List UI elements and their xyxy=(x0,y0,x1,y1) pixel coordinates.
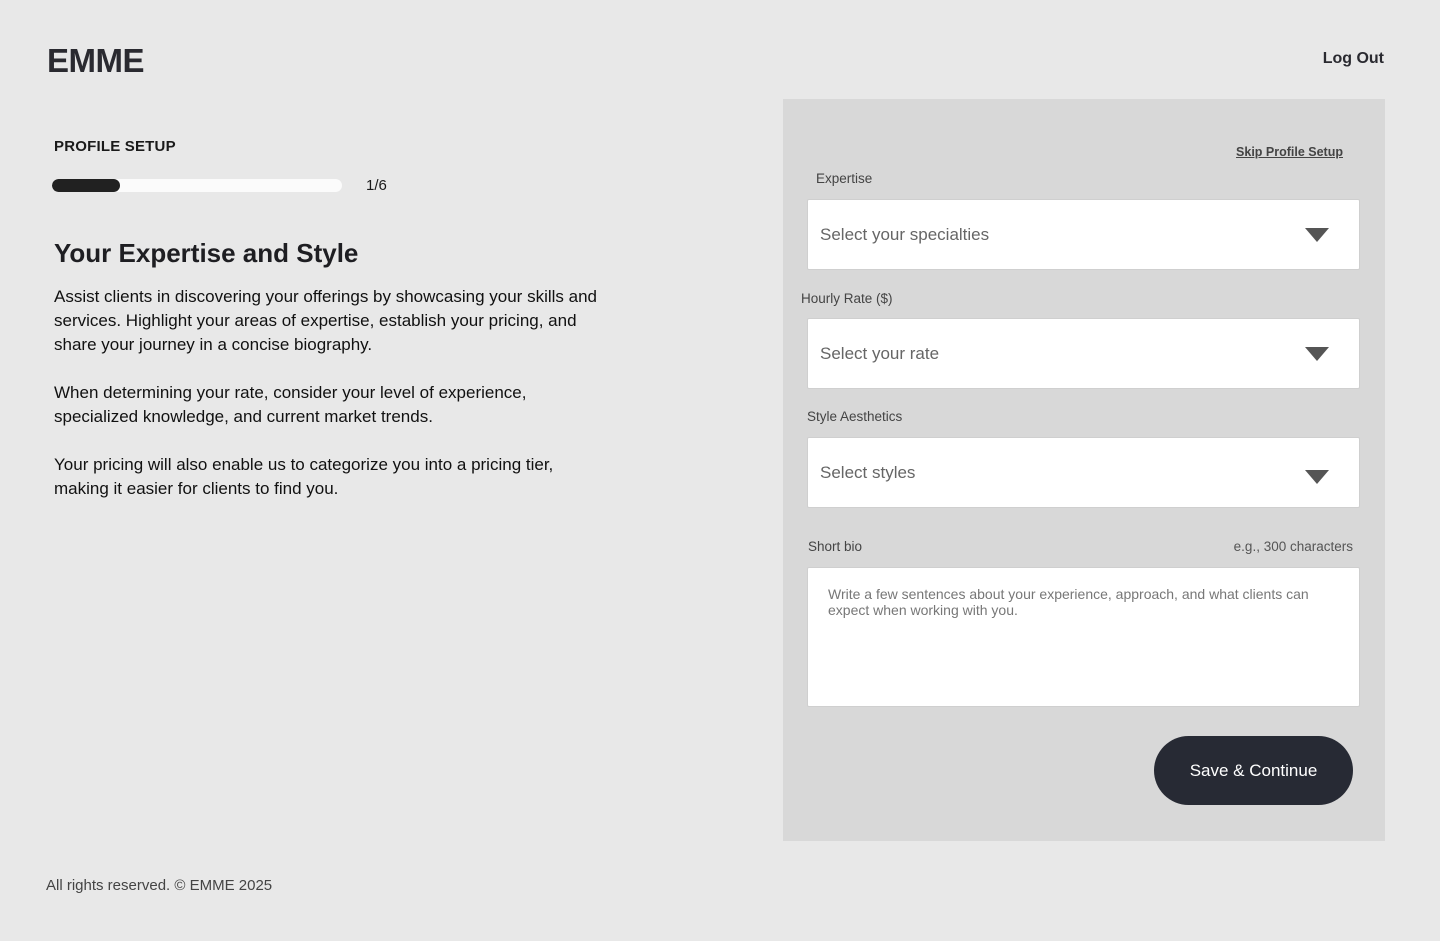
page-title: Your Expertise and Style xyxy=(54,238,359,268)
intro-paragraph: When determining your rate, consider your level of experience, specialized knowledge, and current market trends. xyxy=(54,383,527,426)
progress-indicator xyxy=(52,177,614,194)
profile-form-panel xyxy=(783,99,1385,841)
bio-length-hint: e.g., 300 characters xyxy=(1233,539,1353,554)
short-bio-textarea[interactable] xyxy=(807,567,1360,707)
chevron-down-icon xyxy=(1305,228,1329,242)
styles-placeholder: Select styles xyxy=(820,462,916,482)
chevron-down-icon xyxy=(1305,470,1329,484)
logout-button[interactable]: Log Out xyxy=(1322,50,1384,67)
expertise-label: Expertise xyxy=(816,171,873,186)
style-aesthetics-select[interactable] xyxy=(807,437,1360,508)
progress-track xyxy=(52,179,342,192)
footer-copyright: All rights reserved. © EMME 2025 xyxy=(46,877,273,894)
brand-logo[interactable]: EMME xyxy=(47,42,144,79)
section-title: PROFILE SETUP xyxy=(54,138,176,155)
skip-setup-link[interactable]: Skip Profile Setup xyxy=(1236,145,1343,159)
short-bio-label: Short bio xyxy=(808,539,863,554)
style-aesthetics-label: Style Aesthetics xyxy=(807,409,903,424)
intro-paragraph: Assist clients in discovering your offerings by showcasing your skills and services. Highlight your areas of expertise, establish your pricing, and share your journey in a concise biography. xyxy=(54,287,597,354)
intro-paragraph: Your pricing will also enable us to categorize you into a pricing tier, making it easier for clients to find you. xyxy=(54,455,554,498)
hourly-rate-label: Hourly Rate ($) xyxy=(801,291,893,306)
progress-fill xyxy=(52,179,120,192)
save-continue-button[interactable]: Save & Continue xyxy=(1154,736,1353,805)
progress-count: 1/6 xyxy=(366,177,387,194)
intro-section xyxy=(54,138,614,501)
expertise-placeholder: Select your specialties xyxy=(820,224,990,244)
hourly-rate-select[interactable] xyxy=(807,318,1360,389)
rate-placeholder: Select your rate xyxy=(820,343,940,363)
expertise-select[interactable] xyxy=(807,199,1360,270)
chevron-down-icon xyxy=(1305,347,1329,361)
